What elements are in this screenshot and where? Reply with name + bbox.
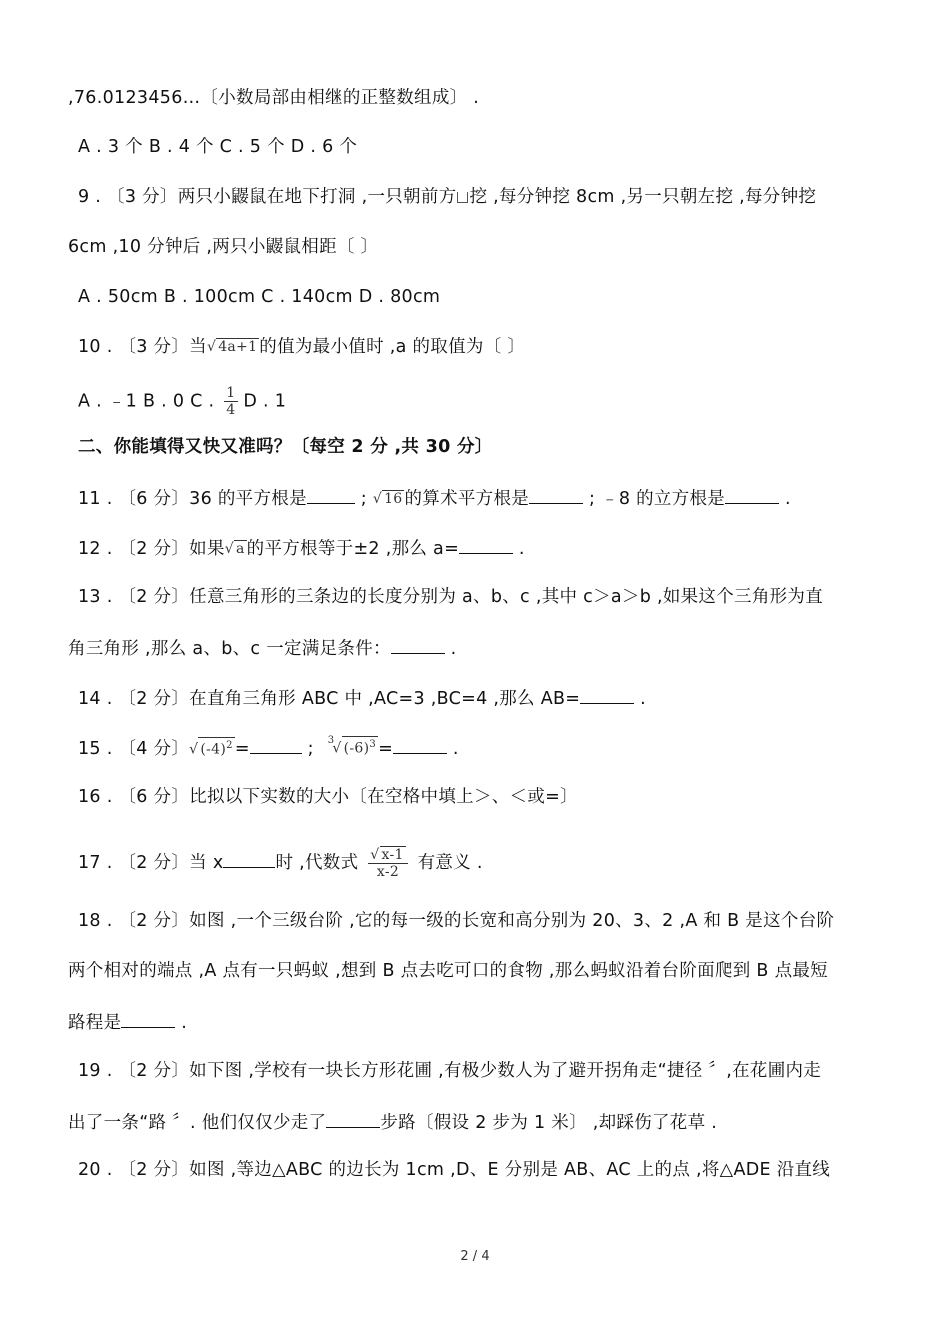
answer-blank (725, 485, 779, 504)
text-line: ,76.0123456…〔小数局部由相继的正整数组成〕 . (68, 88, 480, 108)
q11-text-a: 11 . 〔6 分〕36 的平方根是 (78, 489, 307, 509)
q17-line (78, 846, 483, 880)
cbrt-neg6-cubed: $^3$√ $(-6)^3$ (327, 735, 377, 757)
answer-blank (223, 849, 275, 868)
sqrt-a: √ a (224, 541, 245, 557)
q13-line2 (68, 635, 457, 661)
broken-glyph-icon (457, 192, 468, 203)
q11-text-e: . (779, 489, 791, 509)
q14-text-b: . (634, 689, 646, 709)
q12-line (78, 535, 525, 561)
q15-text-b: = (234, 739, 250, 759)
q18-text-d: . (175, 1013, 188, 1033)
q18-line1: 18 . 〔2 分〕如图 ,一个三级台阶 ,它的每一级的长宽和高分别为 20、3、2 ,A 和 B 是这个台阶 (78, 911, 835, 931)
q10-options (78, 385, 286, 418)
q14-text-a: 14 . 〔2 分〕在直角三角形 ABC 中 ,AC=3 ,BC=4 ,那么 AB= (78, 689, 581, 709)
q9-text-a: 9 . 〔3 分〕两只小鼹鼠在地下打洞 ,一只朝前方 (78, 187, 457, 207)
sqrt-neg4-squared: √ $(-4)^2$ (189, 737, 235, 762)
q19-text-c: 步路〔假设 2 步为 1 米〕 ,却踩伤了花草 . (380, 1113, 718, 1133)
answer-blank (391, 635, 445, 654)
q8-options: A . 3 个 B . 4 个 C . 5 个 D . 6 个 (78, 137, 358, 157)
page-number: 2 / 4 (460, 1249, 490, 1264)
q10-text-b: 的值为最小值时 ,a 的取值为〔 〕 (259, 337, 526, 357)
q19-line1: 19 . 〔2 分〕如下图 ,学校有一块长方形花圃 ,有极少数人为了避开拐角走“捷径 〞,在花圃内走 (78, 1061, 822, 1081)
sqrt-16: √ 16 (372, 491, 403, 507)
fraction-neg-quarter: $\frac{1}{4}$ (226, 385, 236, 418)
q10-opt-d: D . 1 (243, 391, 287, 412)
q11-text-d: ; ﹣8 的立方根是 (583, 489, 726, 509)
q20-line1: 20 . 〔2 分〕如图 ,等边△ABC 的边长为 1cm ,D、E 分别是 AB、AC 上的点 ,将△ADE 沿直线 (78, 1160, 831, 1180)
q10-text-a: 10 . 〔3 分〕当 (78, 337, 207, 357)
q9-line2: 6cm ,10 分钟后 ,两只小鼹鼠相距〔 〕 (68, 237, 379, 257)
answer-blank (580, 685, 634, 704)
q18-text-c: 路程是 (68, 1013, 122, 1033)
q12-text-a: 12 . 〔2 分〕如果 (78, 539, 225, 559)
q10-line (78, 335, 525, 359)
q13-text-b: 角三角形 ,那么 a、b、c 一定满足条件： (68, 639, 391, 659)
q17-text-b: 时 ,代数式 (275, 853, 359, 873)
q13-text-c: . (444, 639, 457, 659)
answer-blank (250, 735, 302, 754)
q19-line2 (68, 1109, 717, 1135)
q15-text-c: ; (301, 739, 314, 759)
q15-text-e: . (447, 739, 459, 759)
q9-options: A . 50cm B . 100cm C . 140cm D . 80cm (78, 287, 441, 307)
sqrt-4a1: √ 4a+1 (206, 339, 258, 355)
q16-line: 16 . 〔6 分〕比拟以下实数的大小〔在空格中填上＞、＜或=〕 (78, 787, 578, 807)
q11-text-b: ; (354, 489, 367, 509)
fraction-sqrt-x1-over-x2: $\frac{√ x-1}{x-2}$ (368, 846, 407, 880)
q11-line (78, 485, 791, 511)
q19-text-b: 出了一条“路 〞. 他们仅仅少走了 (68, 1113, 327, 1133)
q12-text-b: 的平方根等于±2 ,那么 a= (246, 539, 460, 559)
q15-line (78, 735, 459, 762)
q18-line3 (68, 1009, 187, 1035)
q14-line (78, 685, 646, 711)
answer-blank (326, 1109, 380, 1128)
answer-blank (121, 1009, 175, 1028)
q9-line1 (78, 185, 816, 209)
q13-line1: 13 . 〔2 分〕任意三角形的三条边的长度分别为 a、b、c ,其中 c＞a＞b ,如果这个三角形为直 (78, 587, 824, 607)
answer-blank (393, 735, 447, 754)
q17-text-a: 17 . 〔2 分〕当 x (78, 853, 224, 873)
answer-blank (307, 485, 355, 504)
q17-text-c: 有意义 . (417, 853, 483, 873)
q11-text-c: 的算术平方根是 (404, 489, 530, 509)
q12-text-c: . (513, 539, 525, 559)
q10-opt-abc: A . ﹣1 B . 0 C . (78, 391, 215, 412)
answer-blank (529, 485, 583, 504)
answer-blank (459, 535, 513, 554)
section-2-heading: 二、你能填得又快又准吗？〔每空 2 分 ,共 30 分〕 (78, 437, 493, 457)
q15-text-a: 15 . 〔4 分〕 (78, 739, 190, 759)
q18-line2: 两个相对的端点 ,A 点有一只蚂蚁 ,想到 B 点去吃可口的食物 ,那么蚂蚁沿着台阶面爬到 B 点最短 (68, 961, 828, 981)
q9-text-b: 挖 ,每分钟挖 8cm ,另一只朝左挖 ,每分钟挖 (469, 187, 817, 207)
q15-text-d: = (378, 739, 394, 759)
